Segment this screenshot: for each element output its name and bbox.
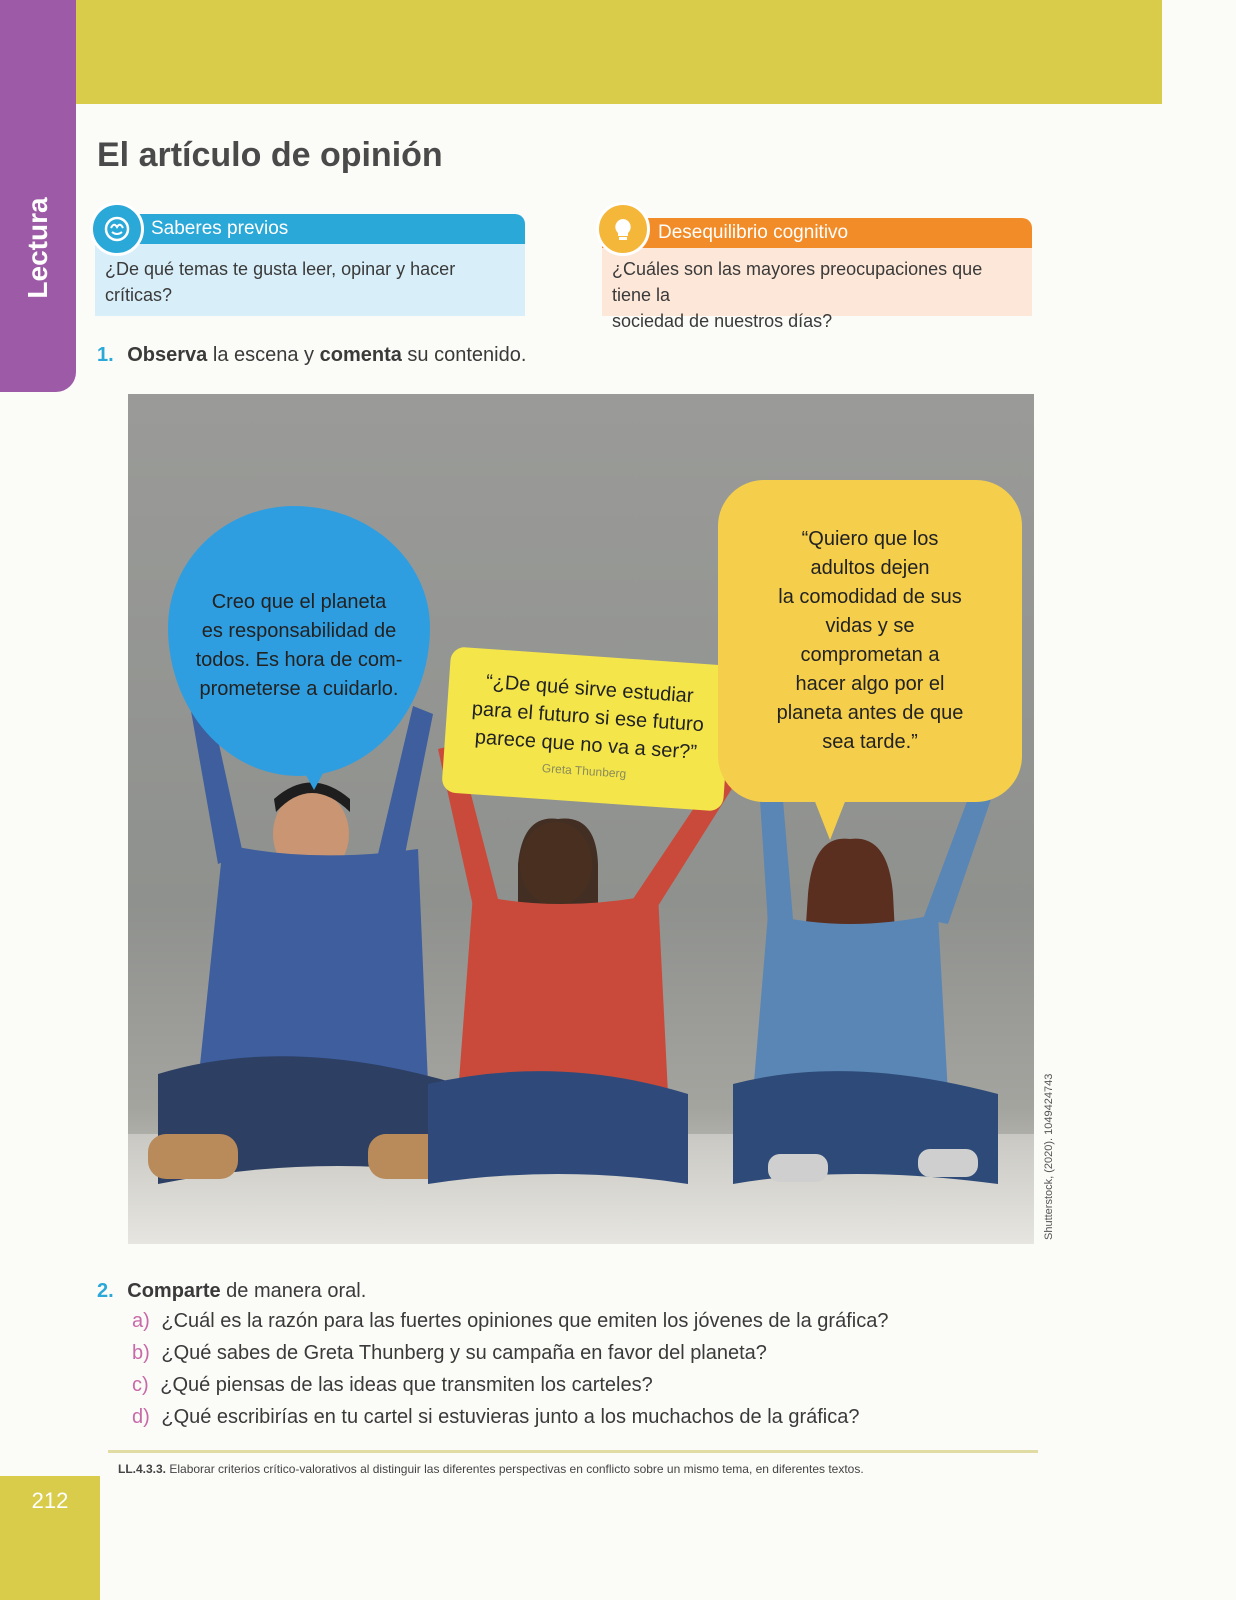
- instruction-2: [97, 1280, 366, 1303]
- curriculum-standard-text: Elaborar criterios crítico-valorativos al distinguir las diferentes perspectivas en conflicto sobre un mismo tema, en diferentes textos.: [166, 1462, 864, 1476]
- question-a-letter: a): [132, 1310, 150, 1332]
- saberes-previos-label: Saberes previos: [151, 218, 289, 239]
- instruction-2-verb: Comparte: [127, 1280, 221, 1302]
- gold-bubble-line-4: vidas y se: [825, 615, 915, 637]
- saberes-previos-header: [95, 214, 525, 244]
- yellow-bubble-line-1: “¿De qué sirve estudiar: [485, 670, 695, 708]
- section-tab: [0, 0, 76, 392]
- saberes-previos-body: [95, 244, 525, 316]
- speech-bubble-gold: [724, 486, 1016, 796]
- brain-icon: [90, 202, 144, 256]
- instruction-2-number: 2.: [97, 1280, 114, 1302]
- instruction-1-verb-comenta: comenta: [319, 344, 402, 366]
- yellow-bubble-line-3: parece que no va a ser?”: [474, 726, 698, 764]
- saberes-previos-box: [95, 214, 525, 316]
- speech-bubble-yellow: [441, 646, 732, 811]
- photo-credit: Shutterstock, (2020). 1049424743: [1043, 1073, 1055, 1240]
- page-title: El artículo de opinión: [97, 136, 443, 174]
- gold-bubble-tail: [812, 794, 848, 840]
- instruction-1-verb-observa: Observa: [127, 344, 208, 366]
- question-c-text: ¿Qué piensas de las ideas que transmiten los carteles?: [160, 1374, 653, 1396]
- desequilibrio-question-line1: ¿Cuáles son las mayores preocupaciones que tiene la: [612, 259, 983, 305]
- question-b-letter: b): [132, 1342, 150, 1364]
- desequilibrio-cognitivo-header: [602, 218, 1032, 248]
- desequilibrio-cognitivo-body: [602, 248, 1032, 331]
- question-c: [132, 1374, 653, 1397]
- scene-photo: [128, 394, 1034, 1244]
- blue-bubble-line-4: prometerse a cuidarlo.: [199, 678, 399, 700]
- question-d-text: ¿Qué escribirías en tu cartel si estuvieras junto a los muchachos de la gráfica?: [161, 1406, 860, 1428]
- gold-bubble-line-1: “Quiero que los: [801, 528, 939, 550]
- saberes-previos-question: ¿De qué temas te gusta leer, opinar y hacer críticas?: [105, 259, 456, 305]
- gold-bubble-line-8: sea tarde.”: [822, 731, 918, 753]
- desequilibrio-cognitivo-box: [602, 218, 1032, 331]
- lightbulb-icon: [596, 202, 650, 256]
- footer-divider: [108, 1450, 1038, 1453]
- curriculum-standard: [118, 1462, 864, 1476]
- blue-bubble-line-2: es responsabilidad de: [201, 620, 397, 642]
- gold-bubble-line-3: la comodidad de sus: [778, 586, 962, 608]
- instruction-1: [97, 344, 526, 367]
- page-number: 212: [31, 1488, 69, 1513]
- instruction-1-text-a: la escena y: [207, 344, 320, 366]
- yellow-bubble-line-2: para el futuro si ese futuro: [471, 697, 705, 737]
- question-d: [132, 1406, 859, 1429]
- yellow-bubble-author: Greta Thunberg: [541, 760, 627, 781]
- instruction-1-number: 1.: [97, 344, 114, 366]
- gold-bubble-line-2: adultos dejen: [810, 557, 930, 579]
- blue-bubble-line-3: todos. Es hora de com-: [195, 649, 403, 671]
- question-b: [132, 1342, 767, 1365]
- page-number-box: [0, 1476, 100, 1600]
- gold-bubble-line-6: hacer algo por el: [795, 673, 945, 695]
- instruction-2-text: de manera oral.: [220, 1280, 367, 1302]
- blue-bubble-tail: [300, 764, 328, 790]
- gold-bubble-line-7: planeta antes de que: [776, 702, 964, 724]
- section-tab-label: Lectura: [22, 197, 53, 299]
- gold-bubble-line-5: comprometan a: [800, 644, 940, 666]
- question-c-letter: c): [132, 1374, 149, 1396]
- question-d-letter: d): [132, 1406, 150, 1428]
- desequilibrio-question-line2: sociedad de nuestros días?: [612, 311, 833, 331]
- question-a-text: ¿Cuál es la razón para las fuertes opiniones que emiten los jóvenes de la gráfica?: [161, 1310, 889, 1332]
- instruction-1-text-b: su contenido.: [401, 344, 527, 366]
- desequilibrio-cognitivo-label: Desequilibrio cognitivo: [658, 222, 849, 243]
- curriculum-standard-code: LL.4.3.3.: [118, 1462, 167, 1476]
- blue-bubble-line-1: Creo que el planeta: [211, 591, 387, 613]
- question-a: [132, 1310, 888, 1333]
- header-color-band: [76, 0, 1162, 104]
- question-b-text: ¿Qué sabes de Greta Thunberg y su campaña en favor del planeta?: [161, 1342, 767, 1364]
